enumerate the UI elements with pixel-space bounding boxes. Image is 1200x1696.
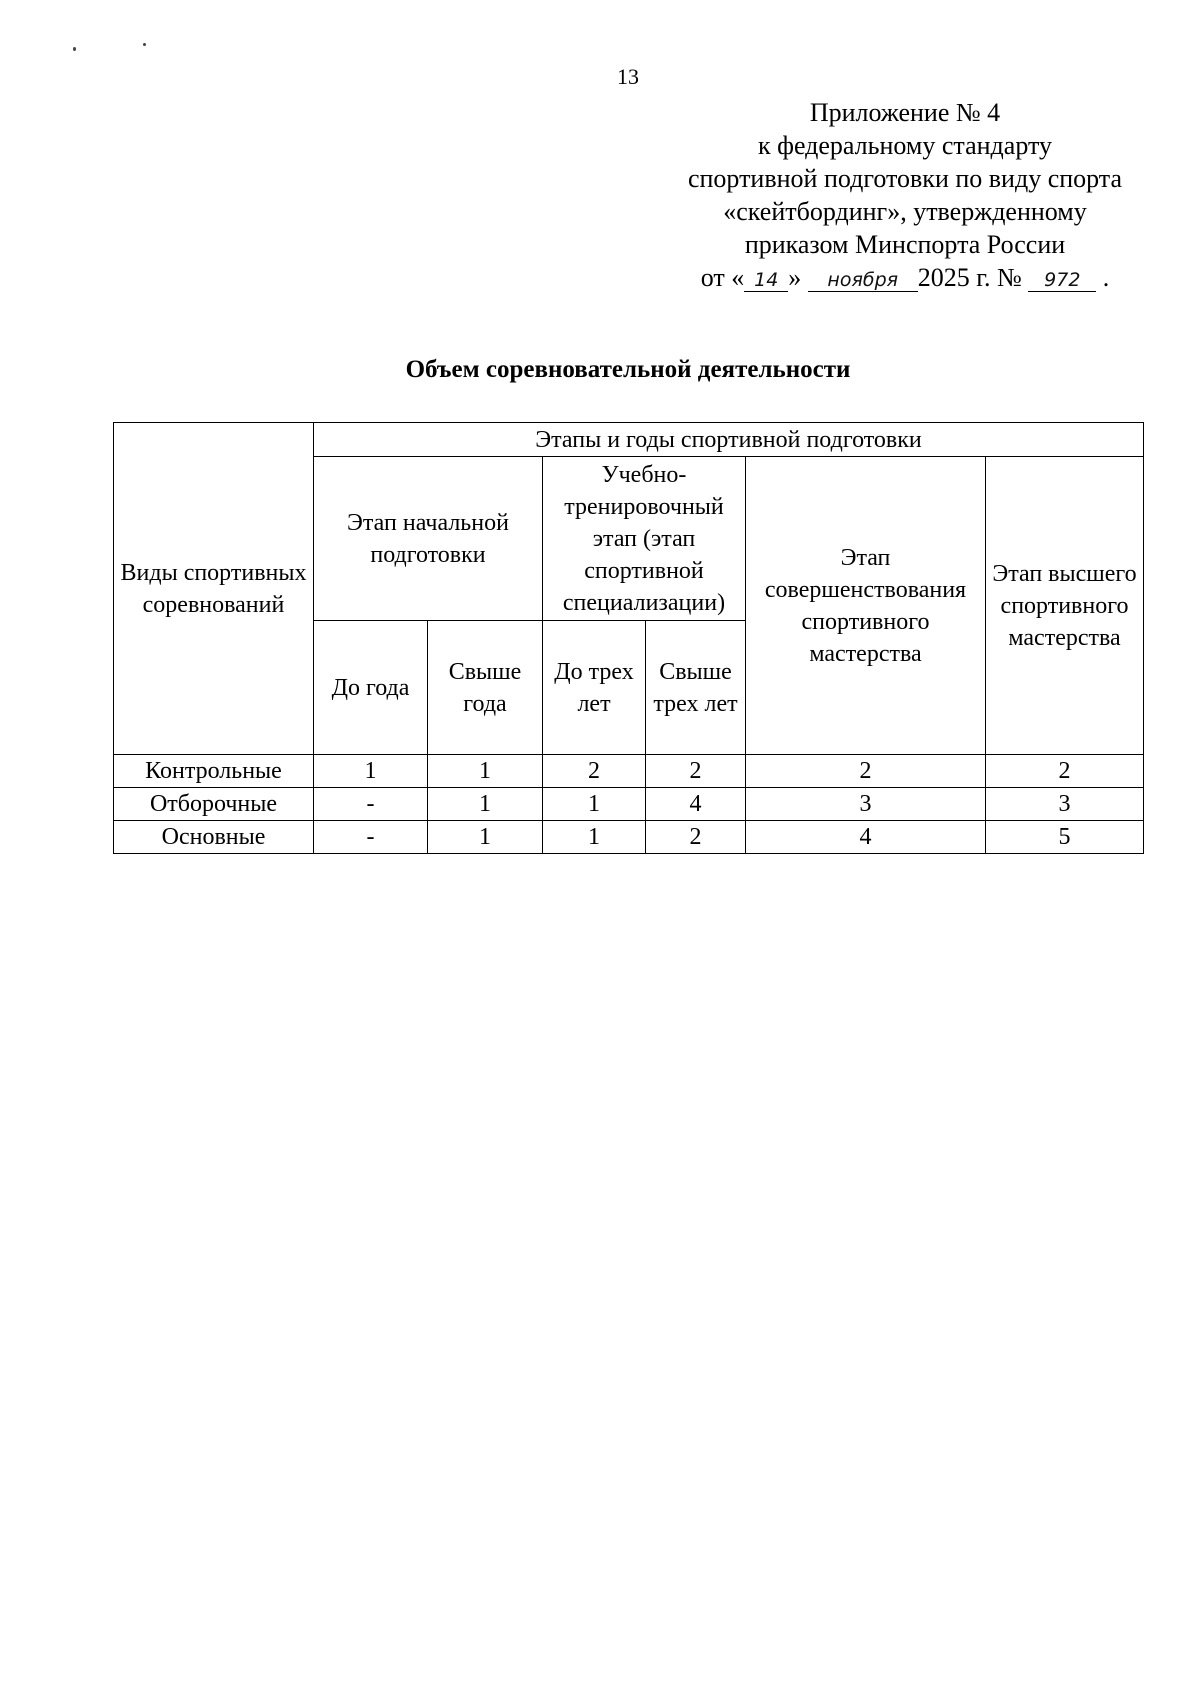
table-cell: 2 — [646, 821, 746, 854]
date-mid: » — [788, 263, 802, 292]
year-text: 2025 г. № — [917, 263, 1022, 292]
stages-group-header: Этапы и годы спортивной подготовки — [314, 423, 1144, 457]
appendix-line: Приложение № 4 — [809, 98, 1001, 127]
table-cell: 1 — [428, 788, 543, 821]
row-label: Контрольные — [114, 755, 314, 788]
appendix-block — [645, 96, 1165, 294]
table-cell: 2 — [646, 755, 746, 788]
document-title: Объем соревновательной деятельности — [405, 356, 851, 383]
table-cell: - — [314, 788, 428, 821]
table-cell: 5 — [986, 821, 1144, 854]
table-cell: 4 — [746, 821, 986, 854]
scan-speck — [73, 47, 76, 51]
handwritten-order-number: 972 — [1028, 269, 1096, 292]
order-date-line — [645, 261, 1165, 294]
table-row — [114, 788, 1144, 821]
table-cell: 4 — [646, 788, 746, 821]
page-number: 13 — [617, 64, 639, 89]
appendix-line: «скейтбординг», утвержденному — [723, 197, 1087, 226]
table-cell: 1 — [314, 755, 428, 788]
table-cell: 1 — [428, 821, 543, 854]
table-cell: - — [314, 821, 428, 854]
table-cell: 1 — [428, 755, 543, 788]
stage-training-header: Учебно-тренировочный этап (этап спортивной специализации) — [543, 457, 746, 621]
stage-improvement-header: Этап совершенствования спортивного мастерства — [746, 457, 986, 755]
table-cell: 2 — [543, 755, 646, 788]
competition-volume-table — [113, 422, 1144, 854]
sub-header-training-1: До трех лет — [543, 621, 646, 755]
table-row — [114, 821, 1144, 854]
sub-header-initial-1: До года — [314, 621, 428, 755]
appendix-line: спортивной подготовки по виду спорта — [687, 164, 1123, 193]
table-cell: 2 — [746, 755, 986, 788]
stage-initial-header: Этап начальной подготовки — [314, 457, 543, 621]
header-row — [114, 423, 1144, 457]
date-suffix: . — [1102, 263, 1110, 292]
sub-header-initial-2: Свыше года — [428, 621, 543, 755]
date-prefix: от « — [700, 263, 745, 292]
table-cell: 2 — [986, 755, 1144, 788]
table-cell: 1 — [543, 788, 646, 821]
sub-header-training-2: Свыше трех лет — [646, 621, 746, 755]
table-cell: 3 — [746, 788, 986, 821]
handwritten-day: 14 — [744, 269, 788, 292]
table-row — [114, 755, 1144, 788]
row-label: Отборочные — [114, 788, 314, 821]
table-cell: 3 — [986, 788, 1144, 821]
appendix-line: приказом Минспорта России — [744, 230, 1066, 259]
table-cell: 1 — [543, 821, 646, 854]
stage-higher-header: Этап высшего спортивного мастерства — [986, 457, 1144, 755]
handwritten-month: ноября — [808, 269, 918, 292]
row-label-header: Виды спортивных соревнований — [114, 423, 314, 755]
row-label: Основные — [114, 821, 314, 854]
scan-speck — [143, 43, 146, 46]
appendix-line: к федеральному стандарту — [757, 131, 1053, 160]
